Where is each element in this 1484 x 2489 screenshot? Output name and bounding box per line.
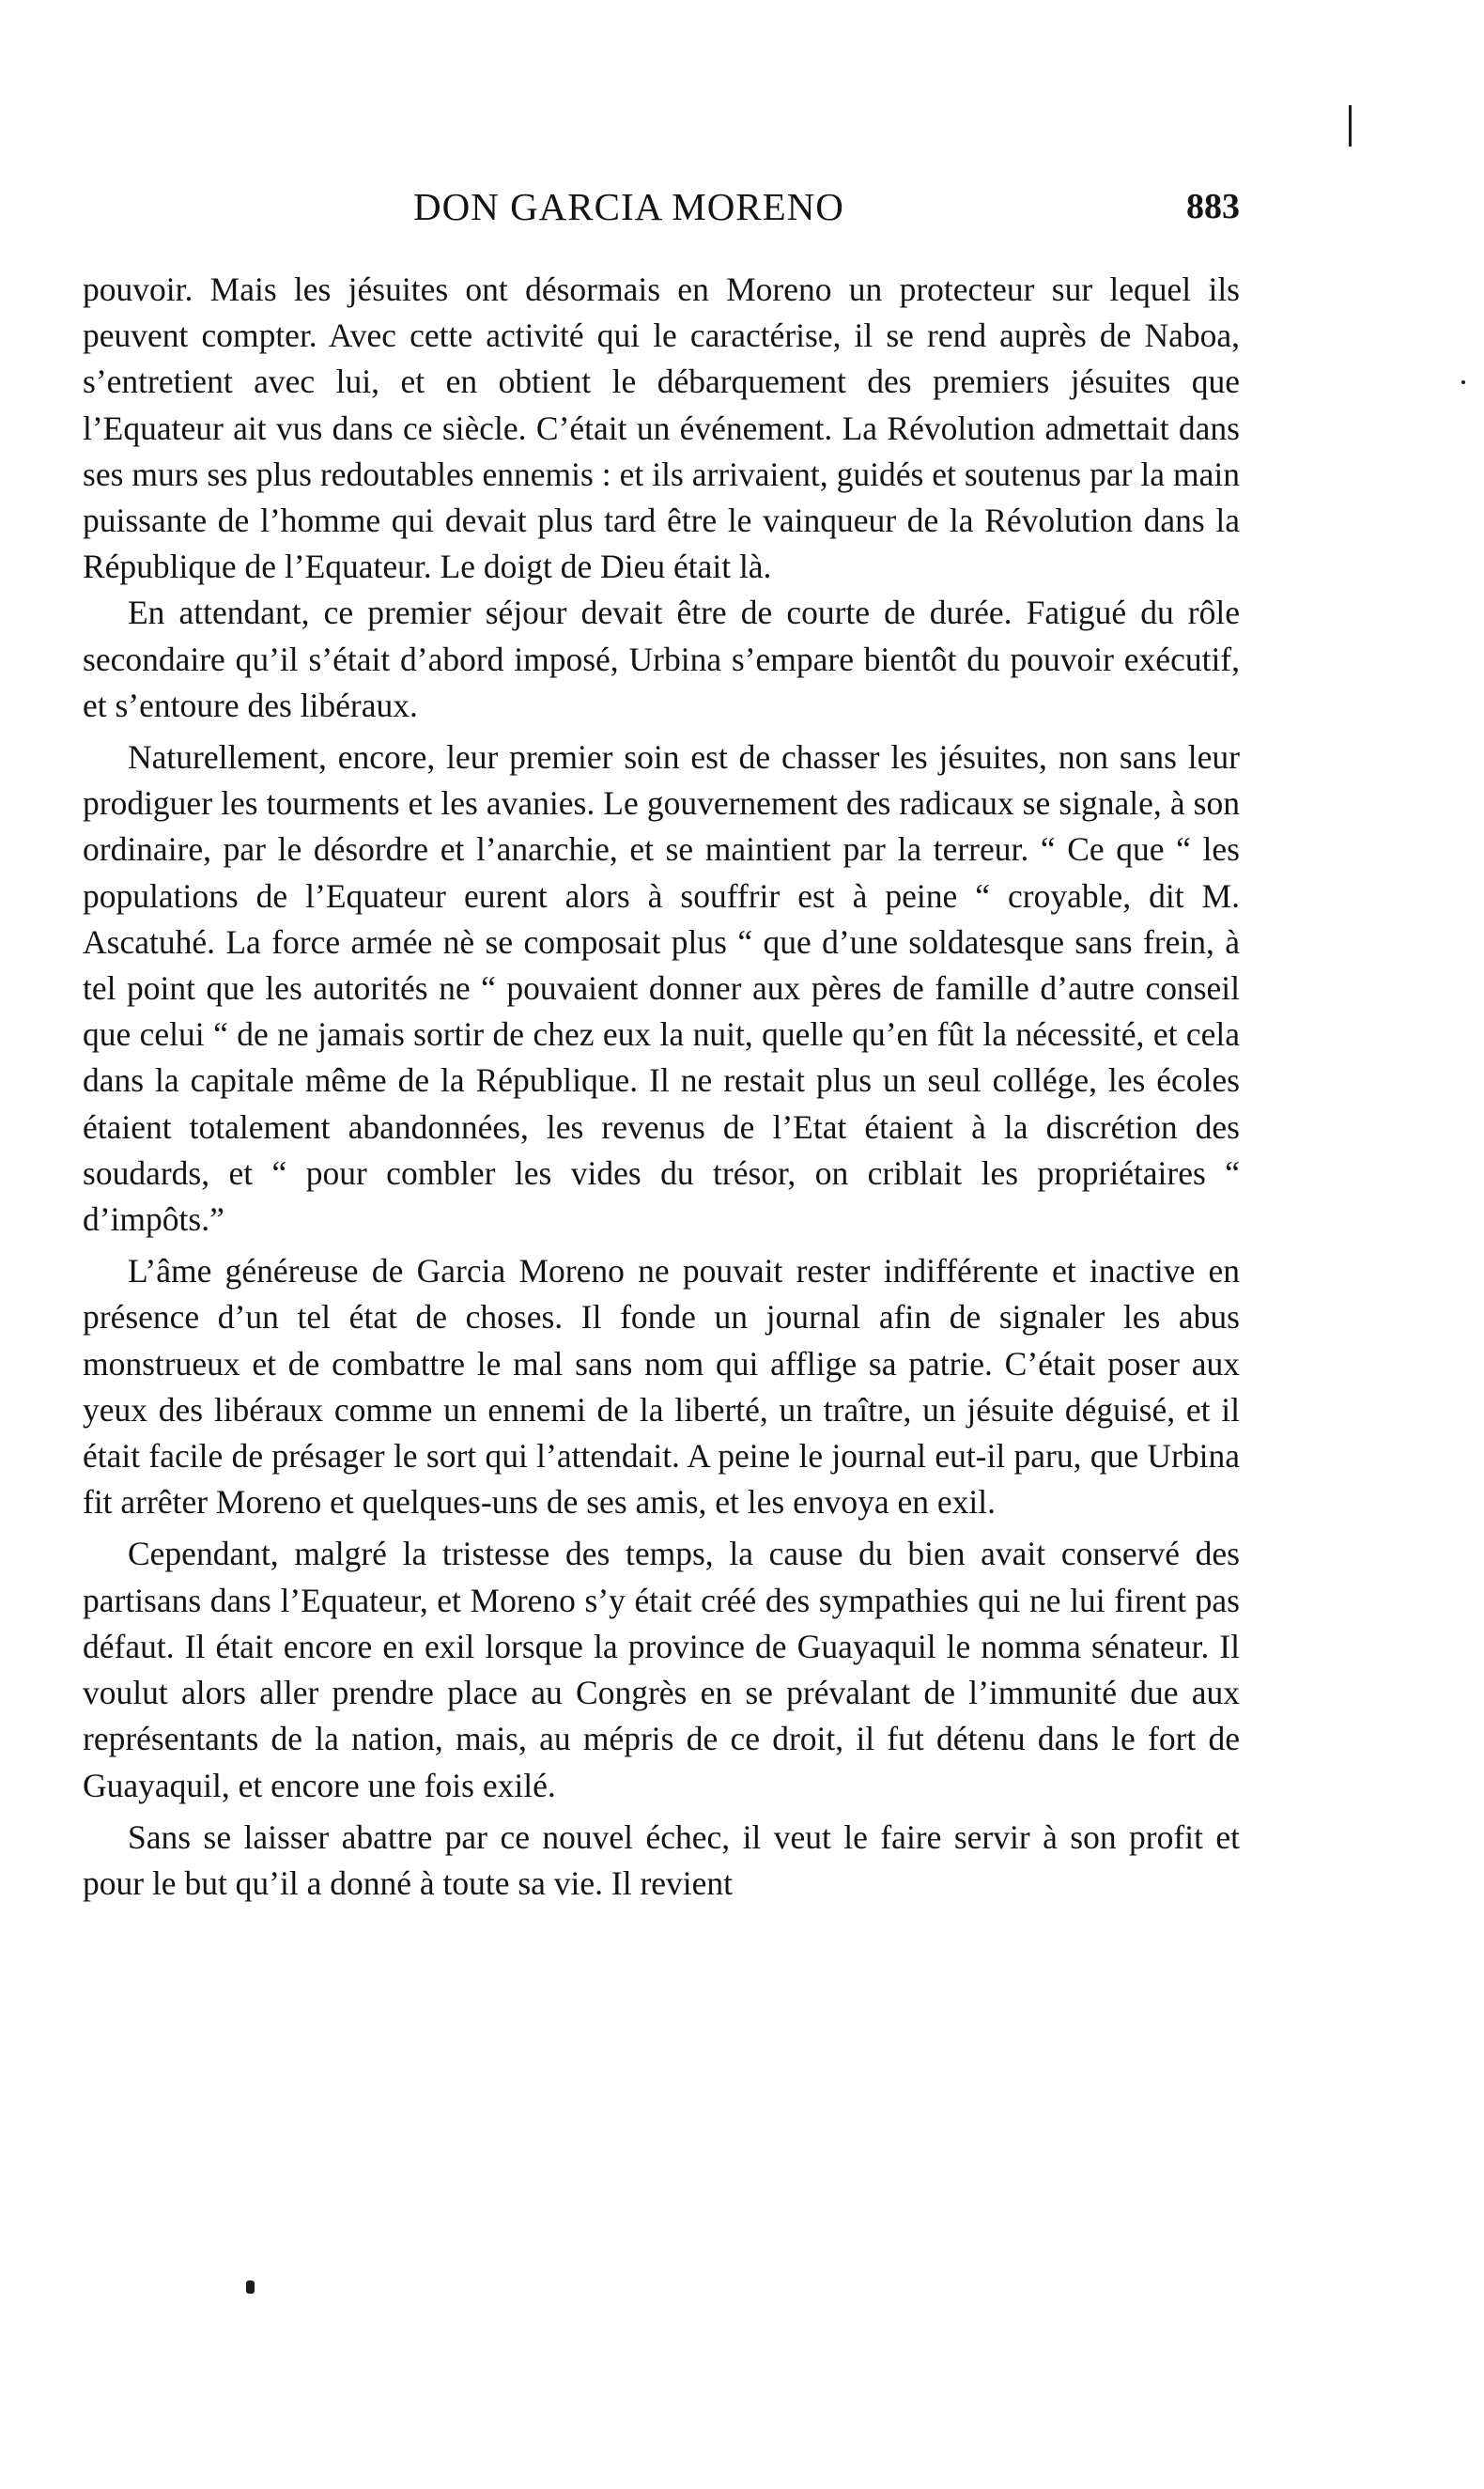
paragraph-6: Sans se laisser abattre par ce nouvel échec, il veut le faire servir à son profit et pour le but qu’il a donné à toute sa vie. Il revient [83,1817,1240,1902]
body-text [83,267,1240,1907]
page-number: 883 [1186,187,1240,226]
paragraph-4: L’âme généreuse de Garcia Moreno ne pouvait rester indifférente et inactive en présence d’un tel état de choses. Il fonde un journal afin de signaler les abus monstrueux et de combattre le mal sans nom qui afflige sa patrie. C’était poser aux yeux des libéraux comme un ennemi de la liberté, un traître, un jésuite déguisé, et il était facile de présager le sort qui l’attendait. A peine le journal eut-il paru, que Urbina fit arrêter Moreno et quelques-uns de ses amis, et les envoya en exil. [83,1252,1240,1522]
running-title: DON GARCIA MORENO [413,185,844,228]
paragraph-5: Cependant, malgré la tristesse des temps, la cause du bien avait conservé des partisans dans l’Equateur, et Moreno s’y était créé des sympathies qui ne lui firent pas défaut. Il était encore en exil lorsque la province de Guayaquil le nomma sénateur. Il voulut alors aller prendre place au Congrès en se prévalant de l’immunité due aux représentants de la nation, mais, au mépris de ce droit, il fut détenu dans le fort de Guayaquil, et encore une fois exilé. [83,1535,1240,1804]
paragraph-3: Naturellement, encore, leur premier soin est de chasser les jésuites, non sans leur prodiguer les tourments et les avanies. Le gouvernement des radicaux se signale, à son ordinaire, par le désordre et l’anarchie, et se maintient par la terreur. “ Ce que “ les populations de l’Equateur eurent alors à souffrir est à peine “ croyable, dit M. Ascatuhé. La force armée nè se composait plus “ que d’une soldatesque sans frein, à tel point que les autorités ne “ pouvaient donner aux pères de famille d’autre conseil que celui “ de ne jamais sortir de chez eux la nuit, quelle qu’en fût la nécessité, et cela dans la capitale même de la République. Il ne restait plus un seul collége, les écoles étaient totalement abandonnées, les revenus de l’Etat étaient à la discrétion des soudards, et “ pour combler les vides du trésor, on criblait les propriétaires “ d’impôts.” [83,738,1240,1239]
scan-artifact-dot [1461,380,1465,384]
page-header [103,184,1240,240]
scan-artifact-blot [246,2280,255,2294]
paragraph-1: pouvoir. Mais les jésuites ont désormais en Moreno un protecteur sur lequel ils peuvent compter. Avec cette activité qui le caractérise, il se rend auprès de Naboa, s’entretient avec lui, et en obtient le débarquement des premiers jésuites que l’Equateur ait vus dans ce siècle. C’était un événement. La Révolution admettait dans ses murs ses plus redoutables ennemis : et ils arrivaient, guidés et soutenus par la main puissante de l’homme qui devait plus tard être le vainqueur de la Révolution dans la République de l’Equateur. Le doigt de Dieu était là. [83,271,1240,586]
paragraph-2: En attendant, ce premier séjour devait être de courte de durée. Fatigué du rôle secondaire qu’il s’était d’abord imposé, Urbina s’empare bientôt du pouvoir exécutif, et s’entoure des libéraux. [83,594,1240,724]
scan-artifact-line [1349,105,1352,147]
